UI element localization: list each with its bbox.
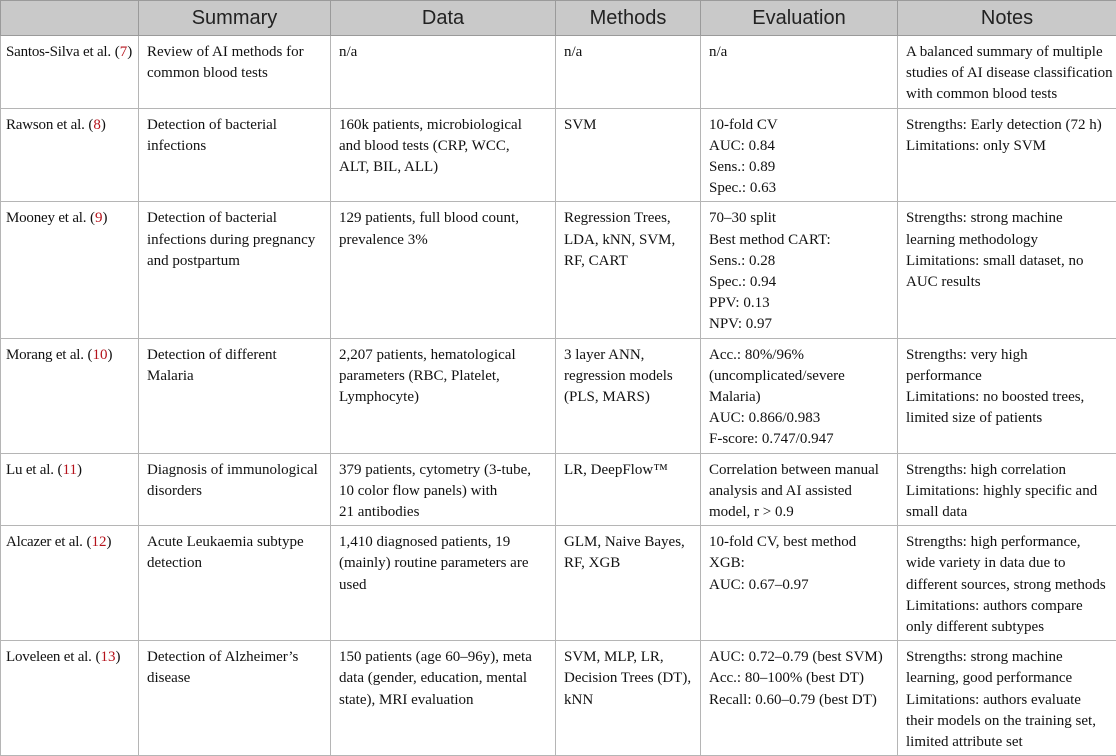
header-cell-author (1, 1, 139, 36)
methods-line: (PLS, MARS) (564, 387, 692, 408)
reference-link[interactable]: 9 (95, 210, 103, 226)
methods-line: 3 layer ANN, (564, 345, 692, 366)
notes-line: limited size of patients (906, 408, 1108, 429)
author-name: Alcazer et al. (6, 534, 83, 550)
methods-line: Regression Trees, (564, 208, 692, 229)
notes-line: Strengths: very high (906, 345, 1108, 366)
notes-line: Limitations: small dataset, no (906, 251, 1108, 272)
evaluation-line: 10-fold CV, best method (709, 532, 889, 553)
methods-cell (556, 641, 701, 756)
data-line: 21 antibodies (339, 502, 547, 523)
notes-cell (898, 338, 1116, 453)
methods-line: GLM, Naive Bayes, (564, 532, 692, 553)
notes-cell (898, 36, 1116, 109)
data-cell (331, 641, 556, 756)
evaluation-cell (701, 108, 898, 202)
summary-cell (139, 108, 331, 202)
summary-line: Detection of Alzheimer’s (147, 647, 322, 668)
reference-link[interactable]: 11 (63, 462, 77, 478)
author-cell: Loveleen et al. (13) (1, 641, 139, 756)
reference-link[interactable]: 10 (93, 347, 108, 363)
summary-line: Review of AI methods for (147, 42, 322, 63)
author-cell: Morang et al. (10) (1, 338, 139, 453)
summary-line: infections (147, 136, 322, 157)
notes-line: learning, good performance (906, 668, 1108, 689)
data-line: state), MRI evaluation (339, 690, 547, 711)
data-line: 2,207 patients, hematological (339, 345, 547, 366)
notes-line: Limitations: only SVM (906, 136, 1108, 157)
evaluation-cell (701, 453, 898, 526)
evaluation-line: Recall: 0.60–0.79 (best DT) (709, 690, 889, 711)
header-cell-summary: Summary (139, 1, 331, 36)
data-line: data (gender, education, mental (339, 668, 547, 689)
notes-cell (898, 108, 1116, 202)
author-name: Santos-Silva et al. (6, 44, 111, 60)
evaluation-cell (701, 641, 898, 756)
data-cell (331, 36, 556, 109)
table-row (1, 641, 1116, 756)
methods-line: LR, DeepFlow™ (564, 460, 692, 481)
notes-line: Strengths: high performance, (906, 532, 1108, 553)
evaluation-line: (uncomplicated/severe (709, 366, 889, 387)
methods-line: SVM, MLP, LR, (564, 647, 692, 668)
author-name: Rawson et al. (6, 117, 85, 133)
summary-line: detection (147, 553, 322, 574)
data-line: prevalence 3% (339, 230, 547, 251)
data-cell (331, 338, 556, 453)
data-line: Lymphocyte) (339, 387, 547, 408)
data-line: used (339, 575, 547, 596)
notes-line: wide variety in data due to (906, 553, 1108, 574)
evaluation-line: Acc.: 80–100% (best DT) (709, 668, 889, 689)
methods-line: n/a (564, 42, 692, 63)
author-cell: Mooney et al. (9) (1, 202, 139, 338)
evaluation-line: Sens.: 0.89 (709, 157, 889, 178)
notes-line: with common blood tests (906, 84, 1108, 105)
evaluation-cell (701, 202, 898, 338)
data-cell (331, 108, 556, 202)
data-line: 10 color flow panels) with (339, 481, 547, 502)
table-row (1, 338, 1116, 453)
header-cell-notes: Notes (898, 1, 1116, 36)
data-line: 129 patients, full blood count, (339, 208, 547, 229)
notes-line: Limitations: authors evaluate (906, 690, 1108, 711)
notes-line: Limitations: no boosted trees, (906, 387, 1108, 408)
methods-cell (556, 108, 701, 202)
evaluation-line: model, r > 0.9 (709, 502, 889, 523)
table-row (1, 453, 1116, 526)
author-name: Lu et al. (6, 462, 54, 478)
data-cell (331, 526, 556, 641)
methods-line: kNN (564, 690, 692, 711)
table-row (1, 108, 1116, 202)
notes-line: Limitations: authors compare (906, 596, 1108, 617)
evaluation-line: 10-fold CV (709, 115, 889, 136)
data-line: 379 patients, cytometry (3-tube, (339, 460, 547, 481)
evaluation-line: AUC: 0.67–0.97 (709, 575, 889, 596)
notes-line: learning methodology (906, 230, 1108, 251)
summary-cell (139, 453, 331, 526)
notes-cell (898, 641, 1116, 756)
methods-cell (556, 338, 701, 453)
notes-line: their models on the training set, (906, 711, 1108, 732)
evaluation-cell (701, 36, 898, 109)
summary-cell (139, 526, 331, 641)
author-cell: Rawson et al. (8) (1, 108, 139, 202)
methods-line: Decision Trees (DT), (564, 668, 692, 689)
evaluation-line: XGB: (709, 553, 889, 574)
table-body (1, 36, 1116, 756)
header-cell-evaluation: Evaluation (701, 1, 898, 36)
header-row (1, 1, 1116, 36)
methods-line: LDA, kNN, SVM, (564, 230, 692, 251)
data-cell (331, 453, 556, 526)
data-cell (331, 202, 556, 338)
data-line: 160k patients, microbiological (339, 115, 547, 136)
methods-cell (556, 453, 701, 526)
author-name: Mooney et al. (6, 210, 86, 226)
evaluation-line: Correlation between manual (709, 460, 889, 481)
author-name: Morang et al. (6, 347, 84, 363)
author-cell: Santos-Silva et al. (7) (1, 36, 139, 109)
notes-line: performance (906, 366, 1108, 387)
summary-line: Detection of bacterial (147, 115, 322, 136)
notes-line: studies of AI disease classification (906, 63, 1108, 84)
reference-link[interactable]: 13 (100, 649, 115, 665)
evaluation-line: Spec.: 0.94 (709, 272, 889, 293)
evaluation-cell (701, 338, 898, 453)
methods-line: SVM (564, 115, 692, 136)
evaluation-line: AUC: 0.866/0.983 (709, 408, 889, 429)
table-row (1, 36, 1116, 109)
summary-line: common blood tests (147, 63, 322, 84)
evaluation-line: Sens.: 0.28 (709, 251, 889, 272)
evaluation-cell (701, 526, 898, 641)
table-row (1, 526, 1116, 641)
notes-line: Strengths: Early detection (72 h) (906, 115, 1108, 136)
summary-cell (139, 36, 331, 109)
evaluation-line: n/a (709, 42, 889, 63)
summary-line: Detection of different (147, 345, 322, 366)
evaluation-line: analysis and AI assisted (709, 481, 889, 502)
summary-line: and postpartum (147, 251, 322, 272)
methods-line: RF, XGB (564, 553, 692, 574)
evaluation-line: AUC: 0.84 (709, 136, 889, 157)
summary-line: Acute Leukaemia subtype (147, 532, 322, 553)
notes-line: Strengths: strong machine (906, 208, 1108, 229)
data-line: (mainly) routine parameters are (339, 553, 547, 574)
notes-line: limited attribute set (906, 732, 1108, 753)
data-line: and blood tests (CRP, WCC, (339, 136, 547, 157)
evaluation-line: Acc.: 80%/96% (709, 345, 889, 366)
methods-cell (556, 202, 701, 338)
evaluation-line: Malaria) (709, 387, 889, 408)
reference-link[interactable]: 8 (93, 117, 101, 133)
evaluation-line: 70–30 split (709, 208, 889, 229)
notes-line: only different subtypes (906, 617, 1108, 638)
notes-line: Strengths: strong machine (906, 647, 1108, 668)
summary-cell (139, 338, 331, 453)
notes-cell (898, 202, 1116, 338)
notes-line: A balanced summary of multiple (906, 42, 1108, 63)
notes-line: Strengths: high correlation (906, 460, 1108, 481)
header-cell-data: Data (331, 1, 556, 36)
summary-line: Diagnosis of immunological (147, 460, 322, 481)
author-cell: Alcazer et al. (12) (1, 526, 139, 641)
summary-cell (139, 202, 331, 338)
summary-line: disease (147, 668, 322, 689)
notes-line: Limitations: highly specific and (906, 481, 1108, 502)
notes-cell (898, 526, 1116, 641)
summary-line: Detection of bacterial (147, 208, 322, 229)
evaluation-line: Spec.: 0.63 (709, 178, 889, 199)
evaluation-line: PPV: 0.13 (709, 293, 889, 314)
data-line: n/a (339, 42, 547, 63)
data-line: ALT, BIL, ALL) (339, 157, 547, 178)
summary-cell (139, 641, 331, 756)
summary-line: disorders (147, 481, 322, 502)
evaluation-line: NPV: 0.97 (709, 314, 889, 335)
notes-line: AUC results (906, 272, 1108, 293)
methods-cell (556, 36, 701, 109)
methods-line: RF, CART (564, 251, 692, 272)
evaluation-line: AUC: 0.72–0.79 (best SVM) (709, 647, 889, 668)
summary-line: Malaria (147, 366, 322, 387)
author-name: Loveleen et al. (6, 649, 92, 665)
evaluation-line: Best method CART: (709, 230, 889, 251)
notes-cell (898, 453, 1116, 526)
methods-cell (556, 526, 701, 641)
data-line: 1,410 diagnosed patients, 19 (339, 532, 547, 553)
evaluation-line: F-score: 0.747/0.947 (709, 429, 889, 450)
author-cell: Lu et al. (11) (1, 453, 139, 526)
methods-line: regression models (564, 366, 692, 387)
reference-link[interactable]: 12 (91, 534, 106, 550)
reference-link[interactable]: 7 (120, 44, 128, 60)
notes-line: different sources, strong methods (906, 575, 1108, 596)
header-cell-methods: Methods (556, 1, 701, 36)
notes-line: small data (906, 502, 1108, 523)
data-line: parameters (RBC, Platelet, (339, 366, 547, 387)
summary-line: infections during pregnancy (147, 230, 322, 251)
table-row (1, 202, 1116, 338)
data-line: 150 patients (age 60–96y), meta (339, 647, 547, 668)
